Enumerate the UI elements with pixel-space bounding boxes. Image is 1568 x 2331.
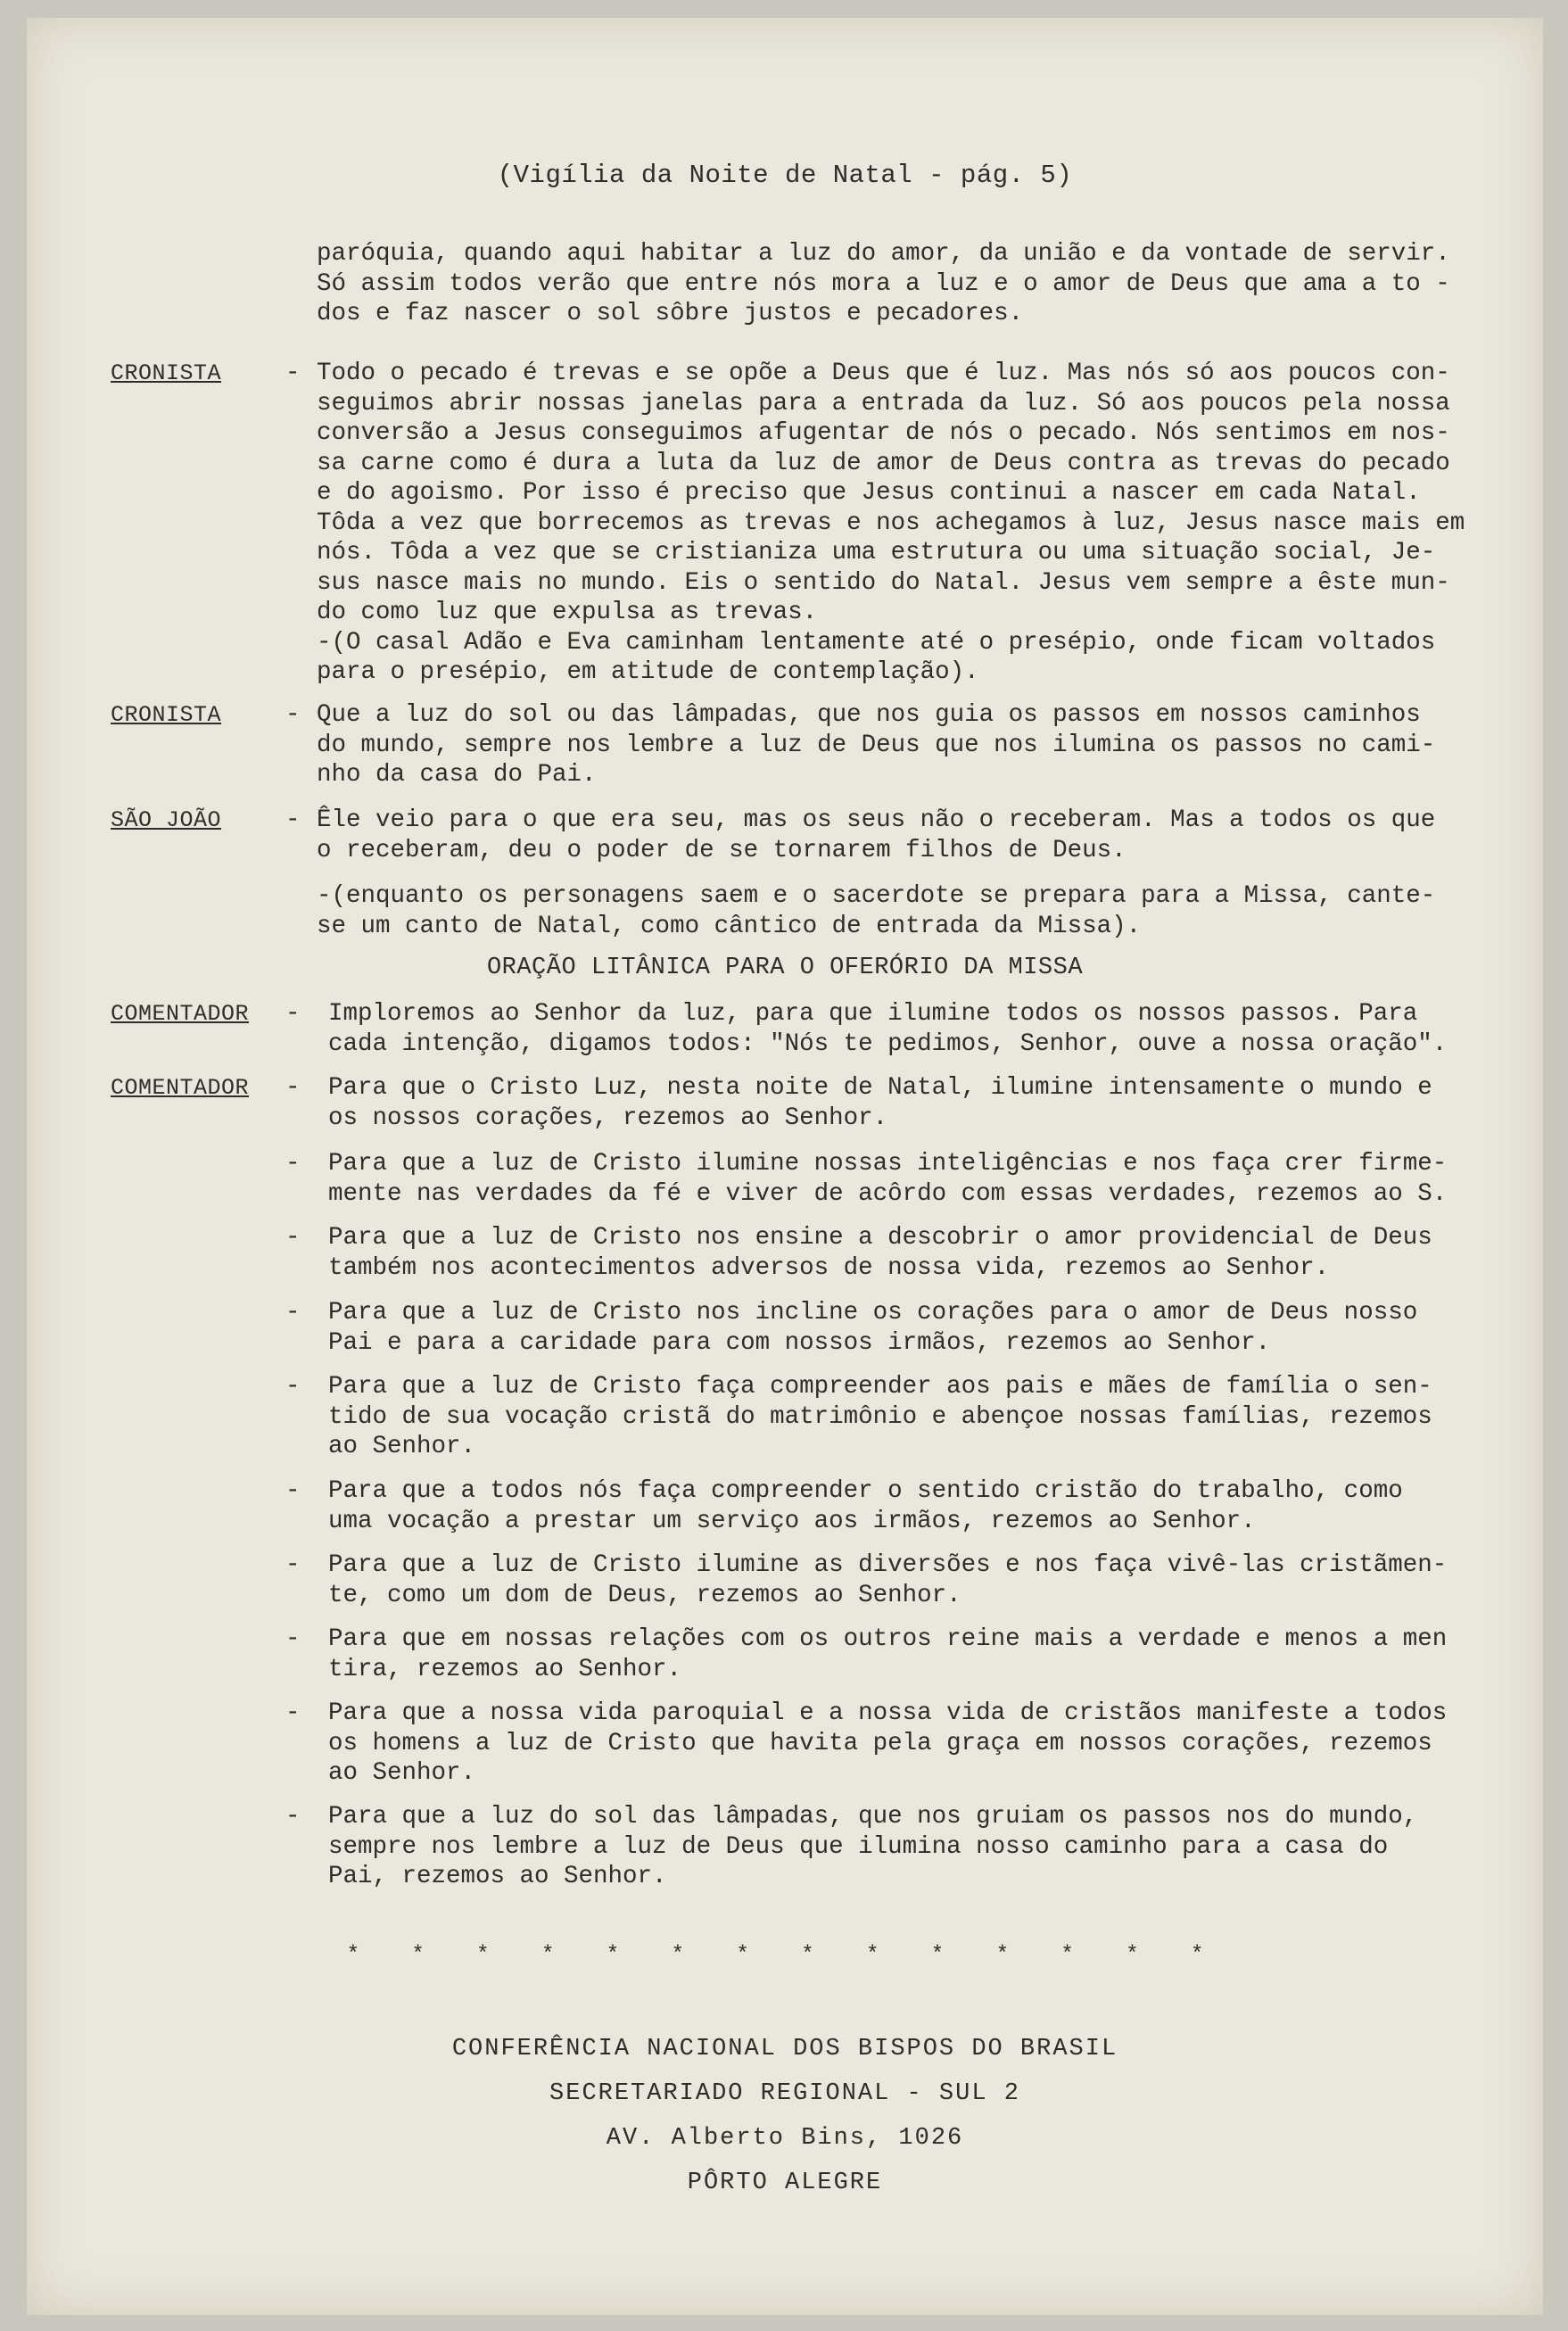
page-header: (Vigília da Noite de Natal - pág. 5) [497,161,1073,190]
paragraph-text: -(enquanto os personagens saem e o sacerdote se prepara para a Missa, cante- se um canto de Natal, como cântico de entrada da Missa). [317,882,1436,940]
dash-marker: - [285,1074,301,1102]
dash-marker: - [285,1299,301,1327]
footer-secretariat: SECRETARIADO REGIONAL - SUL 2 [549,2080,1020,2107]
dash-marker: - [285,1477,301,1505]
prayer-text: Imploremos ao Senhor da luz, para que ilumine todos os nossos passos. Para cada intenção, digamos todos: "Nós te pedimos, Senhor, ouve a nossa oração". [328,1000,1448,1058]
dash-marker: - [285,1551,301,1579]
dash-marker: - [285,360,301,387]
prayer-text: Para que a luz de Cristo nos ensine a descobrir o amor providencial de Deus também nos acontecimentos adversos de nossa vida, rezemos ao Senhor. [328,1224,1432,1282]
dash-marker: - [285,1373,301,1401]
footer-city: PÔRTO ALEGRE [687,2170,883,2196]
paragraph-text: paróquia, quando aqui habitar a luz do amor, da união e da vontade de servir. Só assim todos verão que entre nós mora a luz e o amor de Deus que ama a to - dos e faz nascer o sol sôbre justos e pecadores. [317,240,1450,327]
dash-marker: - [285,1224,301,1252]
document-page [27,18,1543,2315]
prayer-text: Para que a luz de Cristo ilumine nossas inteligências e nos faça crer firme- mente nas verdades da fé e viver de acôrdo com essas verdades, rezemos ao S. [328,1150,1448,1208]
speaker-label: COMENTADOR [111,1075,250,1101]
prayer-text: Para que em nossas relações com os outros reine mais a verdade e menos a men tira, rezemos ao Senhor. [328,1625,1448,1683]
dash-marker: - [285,806,301,834]
paragraph-text: Todo o pecado é trevas e se opõe a Deus que é luz. Mas nós só aos poucos con- seguimos abrir nossas janelas para a entrada da luz. Só aos poucos pela nossa conversão a Jesus conseguimos afugentar de nós o pecado. Nós sentimos em nos- sa carne como é dura a luta da luz de amor de Deus contra as trevas do pecado e do agoismo. Por isso é preciso que Jesus continui a nascer em cada Natal. Tôda a vez que borrecemos as trevas e nos achegamos à luz, Jesus nasce mais em nós. Tôda a vez que se cristianiza uma estrutura ou uma situação social, Je- sus nasce mais no mundo. Eis o sentido do Natal. Jesus vem sempre a êste mun- do como luz que expulsa as trevas. -(O casal Adão e Eva caminham lentamente até o presépio, onde ficam voltados para o presépio, em atitude de contemplação). [317,360,1465,686]
speaker-label: CRONISTA [111,360,222,386]
separator-stars: * * * * * * * * * * * * * * [346,1943,1224,1967]
footer-organization: CONFERÊNCIA NACIONAL DOS BISPOS DO BRASIL [451,2036,1118,2062]
speaker-label: SÃO JOÃO [111,807,222,833]
prayer-text: Para que a todos nós faça compreender o sentido cristão do trabalho, como uma vocação a prestar um serviço aos irmãos, rezemos ao Senhor. [328,1477,1403,1535]
footer-address: AV. Alberto Bins, 1026 [606,2125,964,2152]
dash-marker: - [285,1803,301,1831]
prayer-text: Para que a luz do sol das lâmpadas, que nos gruiam os passos nos do mundo, sempre nos lembre a luz de Deus que ilumina nosso caminho para a casa do Pai, rezemos ao Senhor. [328,1803,1418,1890]
prayer-text: Para que a nossa vida paroquial e a nossa vida de cristãos manifeste a todos os homens a luz de Cristo que havita pela graça em nossos corações, rezemos ao Senhor. [328,1699,1448,1787]
prayer-text: Para que o Cristo Luz, nesta noite de Natal, ilumine intensamente o mundo e os nossos corações, rezemos ao Senhor. [328,1074,1432,1132]
speaker-label: COMENTADOR [111,1001,250,1027]
dash-marker: - [285,701,301,729]
dash-marker: - [285,1150,301,1178]
prayer-text: Para que a luz de Cristo faça compreender aos pais e mães de família o sen- tido de sua vocação cristã do matrimônio e abençoe nossas famílias, rezemos ao Senhor. [328,1373,1432,1460]
paragraph-text: Que a luz do sol ou das lâmpadas, que nos guia os passos em nossos caminhos do mundo, sempre nos lembre a luz de Deus que nos ilumina os passos no cami- nho da casa do Pai. [317,701,1436,789]
dash-marker: - [285,1625,301,1653]
paragraph-text: Êle veio para o que era seu, mas os seus não o receberam. Mas a todos os que o receberam, deu o poder de se tornarem filhos de Deus. [317,806,1436,864]
section-title: ORAÇÃO LITÂNICA PARA O OFERÓRIO DA MISSA [486,955,1084,981]
speaker-label: CRONISTA [111,702,222,728]
prayer-text: Para que a luz de Cristo nos incline os corações para o amor de Deus nosso Pai e para a caridade para com nossos irmãos, rezemos ao Senhor. [328,1299,1418,1357]
dash-marker: - [285,1699,301,1727]
dash-marker: - [285,1000,301,1028]
prayer-text: Para que a luz de Cristo ilumine as diversões e nos faça vivê-las cristãmen- te, como um dom de Deus, rezemos ao Senhor. [328,1551,1448,1609]
